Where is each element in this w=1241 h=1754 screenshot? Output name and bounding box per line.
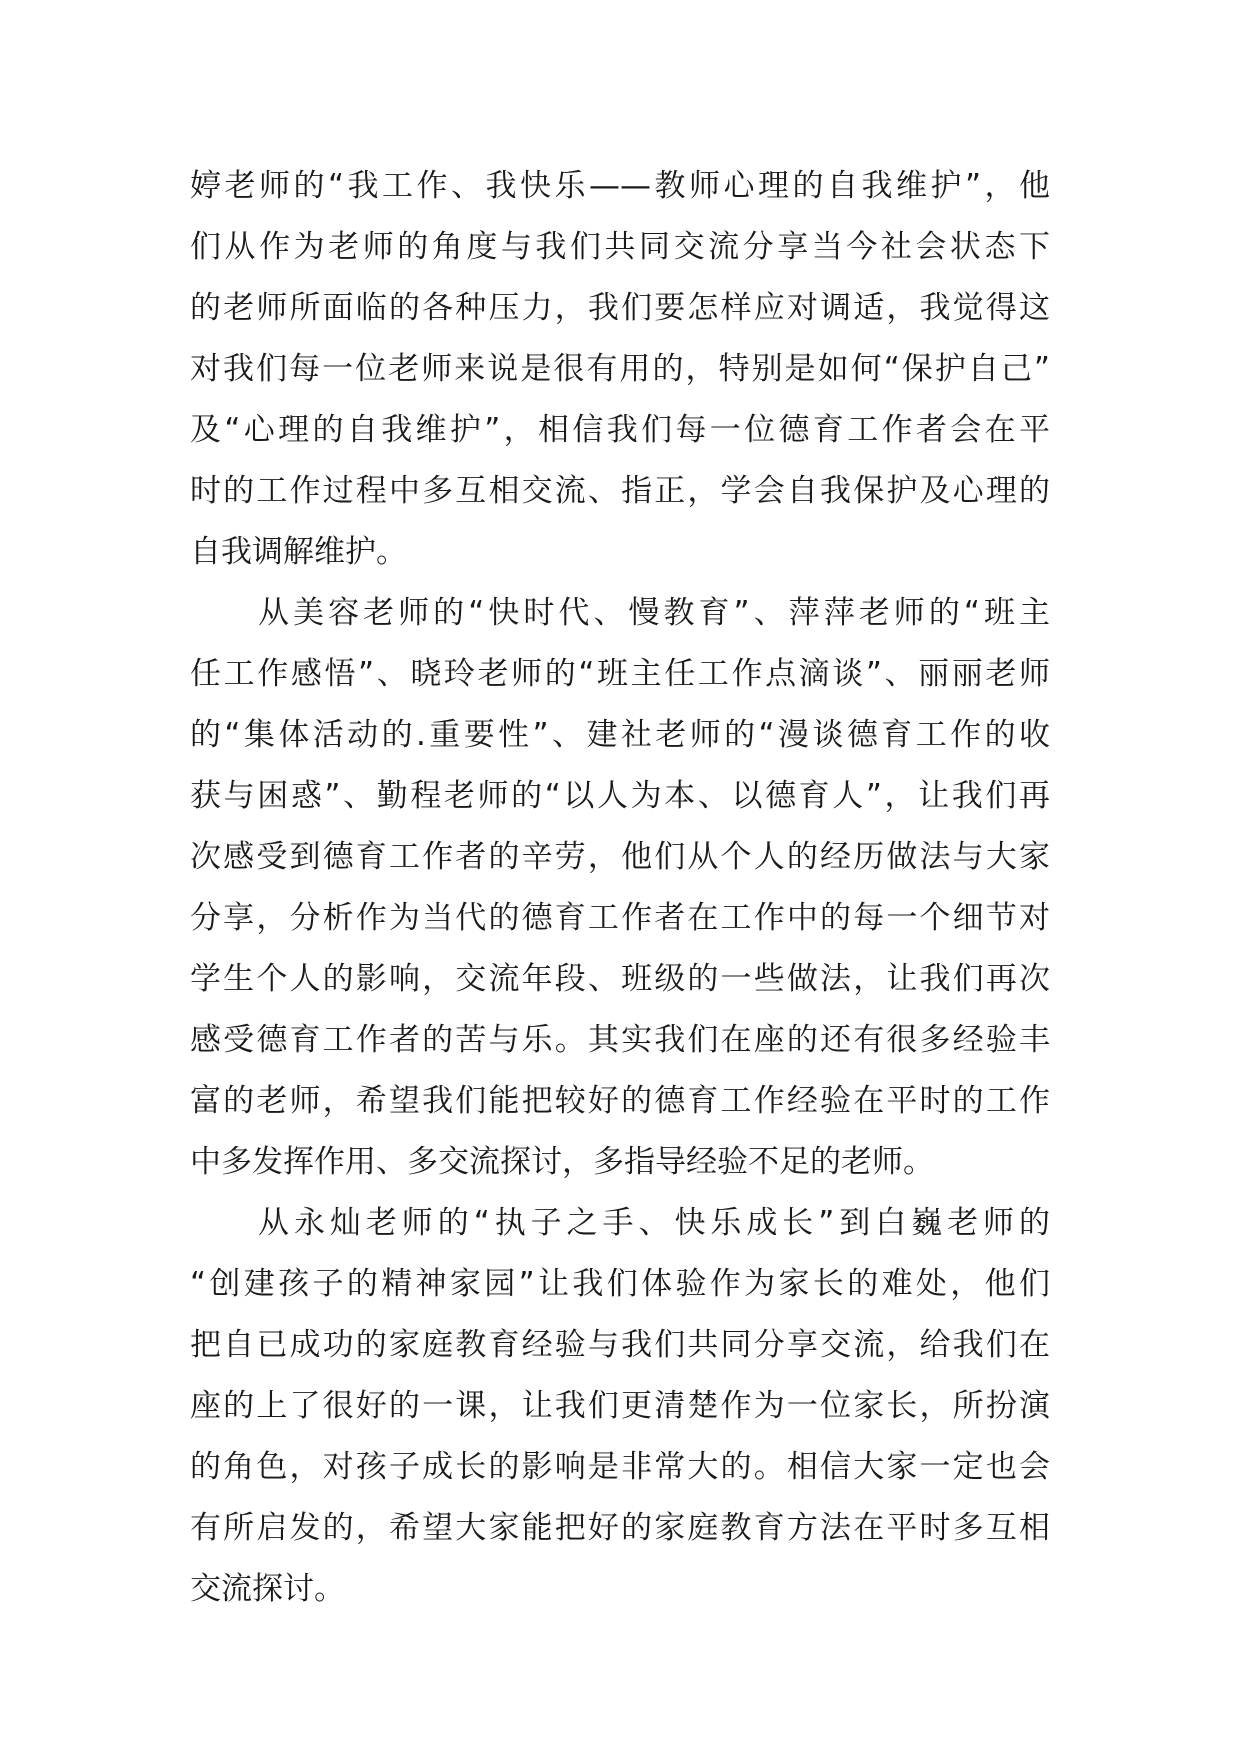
text-line: 分享，分析作为当代的德育工作者在工作中的每一个细节对 [190, 900, 1050, 936]
text-line: 次感受到德育工作者的辛劳，他们从个人的经历做法与大家 [190, 839, 1050, 875]
text-line: 自我调解维护。 [190, 534, 407, 570]
text-line: 座的上了很好的一课，让我们更清楚作为一位家长，所扮演 [190, 1388, 1050, 1424]
text-line: 从永灿老师的“执子之手、快乐成长”到白巍老师的 [258, 1205, 1050, 1241]
text-line: 感受德育工作者的苦与乐。其实我们在座的还有很多经验丰 [190, 1022, 1050, 1058]
text-line: 任工作感悟”、晓玲老师的“班主任工作点滴谈”、丽丽老师 [190, 656, 1050, 692]
text-line: 富的老师，希望我们能把较好的德育工作经验在平时的工作 [190, 1083, 1050, 1119]
text-line: 学生个人的影响，交流年段、班级的一些做法，让我们再次 [190, 961, 1050, 997]
text-line: 交流探讨。 [190, 1571, 345, 1607]
text-line: 对我们每一位老师来说是很有用的，特别是如何“保护自己” [190, 351, 1050, 387]
text-line: 时的工作过程中多互相交流、指正，学会自我保护及心理的 [190, 473, 1050, 509]
text-line: 有所启发的，希望大家能把好的家庭教育方法在平时多互相 [190, 1510, 1050, 1546]
text-line: “创建孩子的精神家园”让我们体验作为家长的难处，他们 [190, 1266, 1050, 1302]
text-line: 获与困惑”、勤程老师的“以人为本、以德育人”，让我们再 [190, 778, 1050, 814]
paragraph [190, 156, 1050, 583]
text-line: 的老师所面临的各种压力，我们要怎样应对调适，我觉得这 [190, 290, 1050, 326]
text-line: 从美容老师的“快时代、慢教育”、萍萍老师的“班主 [258, 595, 1050, 631]
text-line: 的“集体活动的.重要性”、建社老师的“漫谈德育工作的收 [190, 717, 1050, 753]
text-line: 把自已成功的家庭教育经验与我们共同分享交流，给我们在 [190, 1327, 1050, 1363]
text-line: 中多发挥作用、多交流探讨，多指导经验不足的老师。 [190, 1144, 934, 1180]
text-line: 的角色，对孩子成长的影响是非常大的。相信大家一定也会 [190, 1449, 1050, 1485]
body-text [190, 156, 1050, 1620]
paragraph [190, 1193, 1050, 1620]
text-line: 及“心理的自我维护”，相信我们每一位德育工作者会在平 [190, 412, 1050, 448]
paragraph [190, 583, 1050, 1193]
text-line: 们从作为老师的角度与我们共同交流分享当今社会状态下 [190, 229, 1050, 265]
text-line: 婷老师的“我工作、我快乐——教师心理的自我维护”，他 [190, 168, 1050, 204]
